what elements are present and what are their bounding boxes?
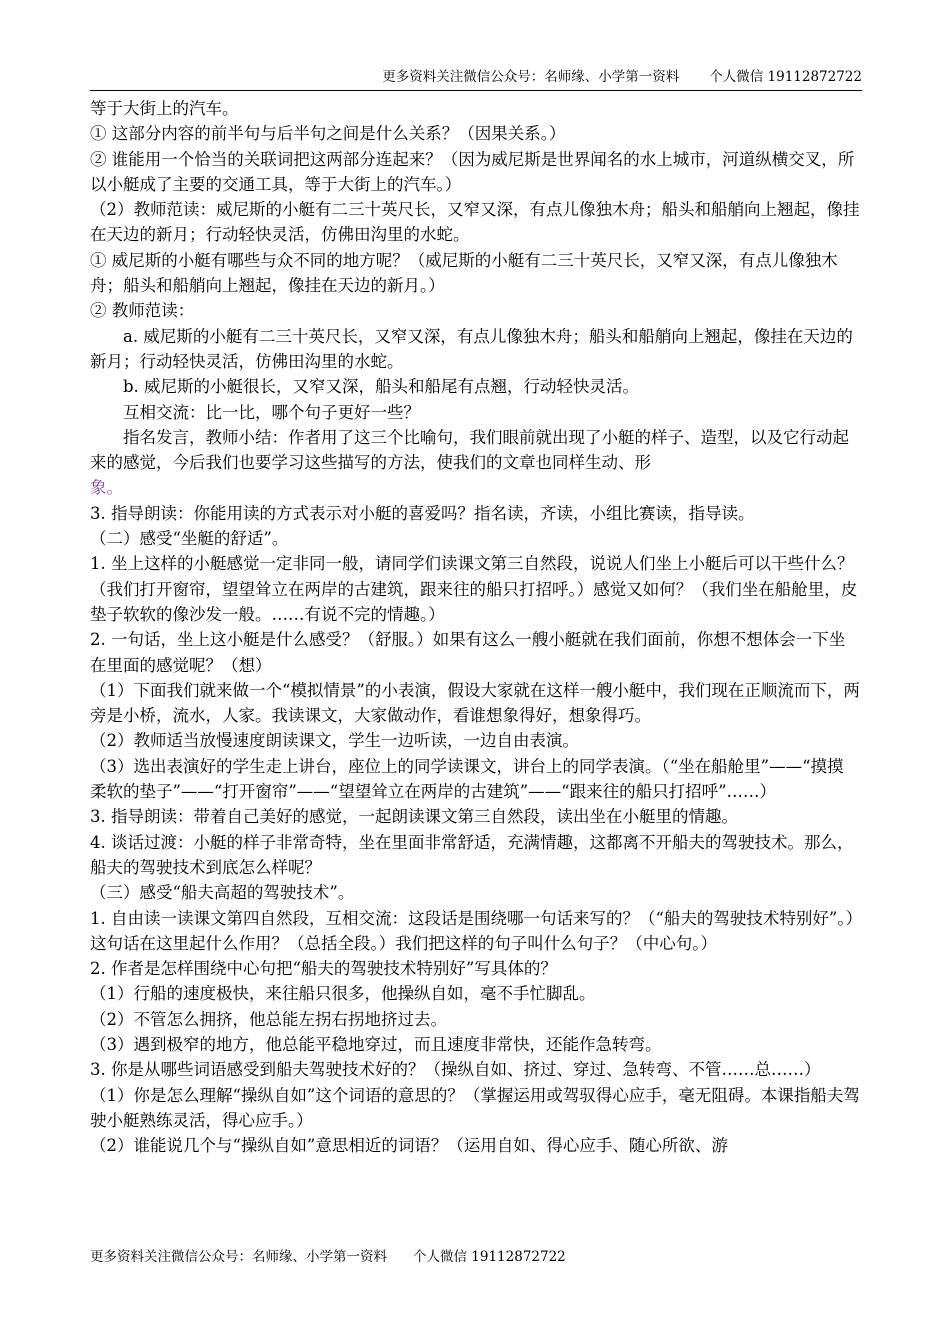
header-contact: 个人微信 19112872722 <box>709 69 862 85</box>
paragraph: 1. 坐上这样的小艇感觉一定非同一般，请同学们读课文第三自然段，说说人们坐上小艇后可以干些什么？（我们打开窗帘，望望耸立在两岸的古建筑，跟来往的船只打招呼。）感觉又如何？（我们坐在船舱里，皮垫子软软的像沙发一般。……有说不完的情趣。） <box>90 554 858 624</box>
page-footer <box>90 1247 566 1267</box>
paragraph: 指名发言，教师小结：作者用了这三个比喻句，我们眼前就出现了小艇的样子、造型，以及它行动起来的感觉，今后我们也要学习这些描写的方法，使我们的文章也同样生动、形 <box>90 427 849 473</box>
paragraph: （1）你是怎么理解“操纵自如”这个词语的意思的？（掌握运用或驾驭得心应手，毫无阻碍。本课指船夫驾驶小艇熟练灵活，得心应手。） <box>90 1085 860 1130</box>
paragraph: 象。 <box>90 478 123 498</box>
page-header <box>90 66 862 91</box>
paragraph: （2）不管怎么拥挤，他总能左拐右拐地挤过去。 <box>90 1009 447 1029</box>
paragraph: 2. 作者是怎样围绕中心句把“船夫的驾驶技术特别好”写具体的？ <box>90 959 557 979</box>
paragraph: （2）教师范读：威尼斯的小艇有二三十英尺长，又窄又深，有点儿像独木舟；船头和船艄向上翘起，像挂在天边的新月；行动轻快灵活，仿佛田沟里的水蛇。 <box>90 200 860 245</box>
footer-contact: 个人微信 19112872722 <box>413 1249 566 1265</box>
paragraph: （3）遇到极窄的地方，他总能平稳地穿过，而且速度非常快，还能作急转弯。 <box>90 1034 662 1054</box>
paragraph: ① 这部分内容的前半句与后半句之间是什么关系？（因果关系。） <box>90 124 566 144</box>
paragraph: （2）谁能说几个与“操纵自如”意思相近的词语？（运用自如、得心应手、随心所欲、游 <box>90 1136 728 1156</box>
document-body <box>90 96 860 1158</box>
paragraph: 4. 谈话过渡：小艇的样子非常奇特，坐在里面非常舒适，充满情趣，这都离不开船夫的驾驶技术。那么，船夫的驾驶技术到底怎么样呢？ <box>90 832 854 877</box>
paragraph: 3. 指导朗读：带着自己美好的感觉，一起朗读课文第三自然段，读出坐在小艇里的情趣。 <box>90 807 738 827</box>
paragraph: 等于大街上的汽车。 <box>90 99 239 118</box>
header-text: 更多资料关注微信公众号：名师缘、小学第一资料 <box>382 69 680 85</box>
paragraph: （2）教师适当放慢速度朗读课文，学生一边听读，一边自由表演。 <box>90 731 579 751</box>
paragraph: 2. 一句话，坐上这小艇是什么感受？（舒服。）如果有这么一艘小艇就在我们面前，你想不想体会一下坐在里面的感觉呢？（想） <box>90 630 846 675</box>
paragraph: 1. 自由读一读课文第四自然段，互相交流：这段话是围绕哪一句话来写的？（“船夫的驾驶技术特别好”。）这句话在这里起什么作用？（总括全段。）我们把这样的句子叫什么句子？（中心句。） <box>90 908 854 953</box>
paragraph: b. 威尼斯的小艇很长，又窄又深，船头和船尾有点翘，行动轻快灵活。 <box>123 377 640 397</box>
paragraph: 互相交流：比一比，哪个句子更好一些？ <box>123 402 420 422</box>
paragraph: ② 教师范读： <box>90 301 195 321</box>
section-heading: （二）感受“坐艇的舒适”。 <box>90 529 289 549</box>
paragraph: （1）行船的速度极快，来往船只很多，他操纵自如，毫不手忙脚乱。 <box>90 984 596 1004</box>
paragraph: （1）下面我们就来做一个“模拟情景”的小表演，假设大家就在这样一艘小艇中，我们现在正顺流而下，两旁是小桥，流水，人家。我读课文，大家做动作，看谁想象得好，想象得巧。 <box>90 680 860 726</box>
paragraph: ① 威尼斯的小艇有哪些与众不同的地方呢？（威尼斯的小艇有二三十英尺长，又窄又深，有点儿像独木舟；船头和船艄向上翘起，像挂在天边的新月。） <box>90 250 838 296</box>
paragraph: （3）选出表演好的学生走上讲台，座位上的同学读课文，讲台上的同学表演。（“坐在船舱里”——“摸摸柔软的垫子”——“打开窗帘”——“望望耸立在两岸的古建筑”——“跟来往的船只打招呼”……） <box>90 756 844 802</box>
paragraph: 3. 指导朗读：你能用读的方式表示对小艇的喜爱吗？指名读，齐读，小组比赛读，指导读。 <box>90 503 755 523</box>
paragraph: a. 威尼斯的小艇有二三十英尺长，又窄又深，有点儿像独木舟；船头和船艄向上翘起，像挂在天边的新月；行动轻快灵活，仿佛田沟里的水蛇。 <box>90 326 853 371</box>
paragraph: 3. 你是从哪些词语感受到船夫驾驶技术好的？（操纵自如、挤过、穿过、急转弯、不管……总……） <box>90 1060 821 1080</box>
section-heading: （三）感受“船夫高超的驾驶技术”。 <box>90 883 355 903</box>
footer-text: 更多资料关注微信公众号：名师缘、小学第一资料 <box>90 1249 387 1265</box>
paragraph: ② 谁能用一个恰当的关联词把这两部分连起来？（因为威尼斯是世界闻名的水上城市，河道纵横交叉，所以小艇成了主要的交通工具，等于大街上的汽车。） <box>90 149 855 194</box>
